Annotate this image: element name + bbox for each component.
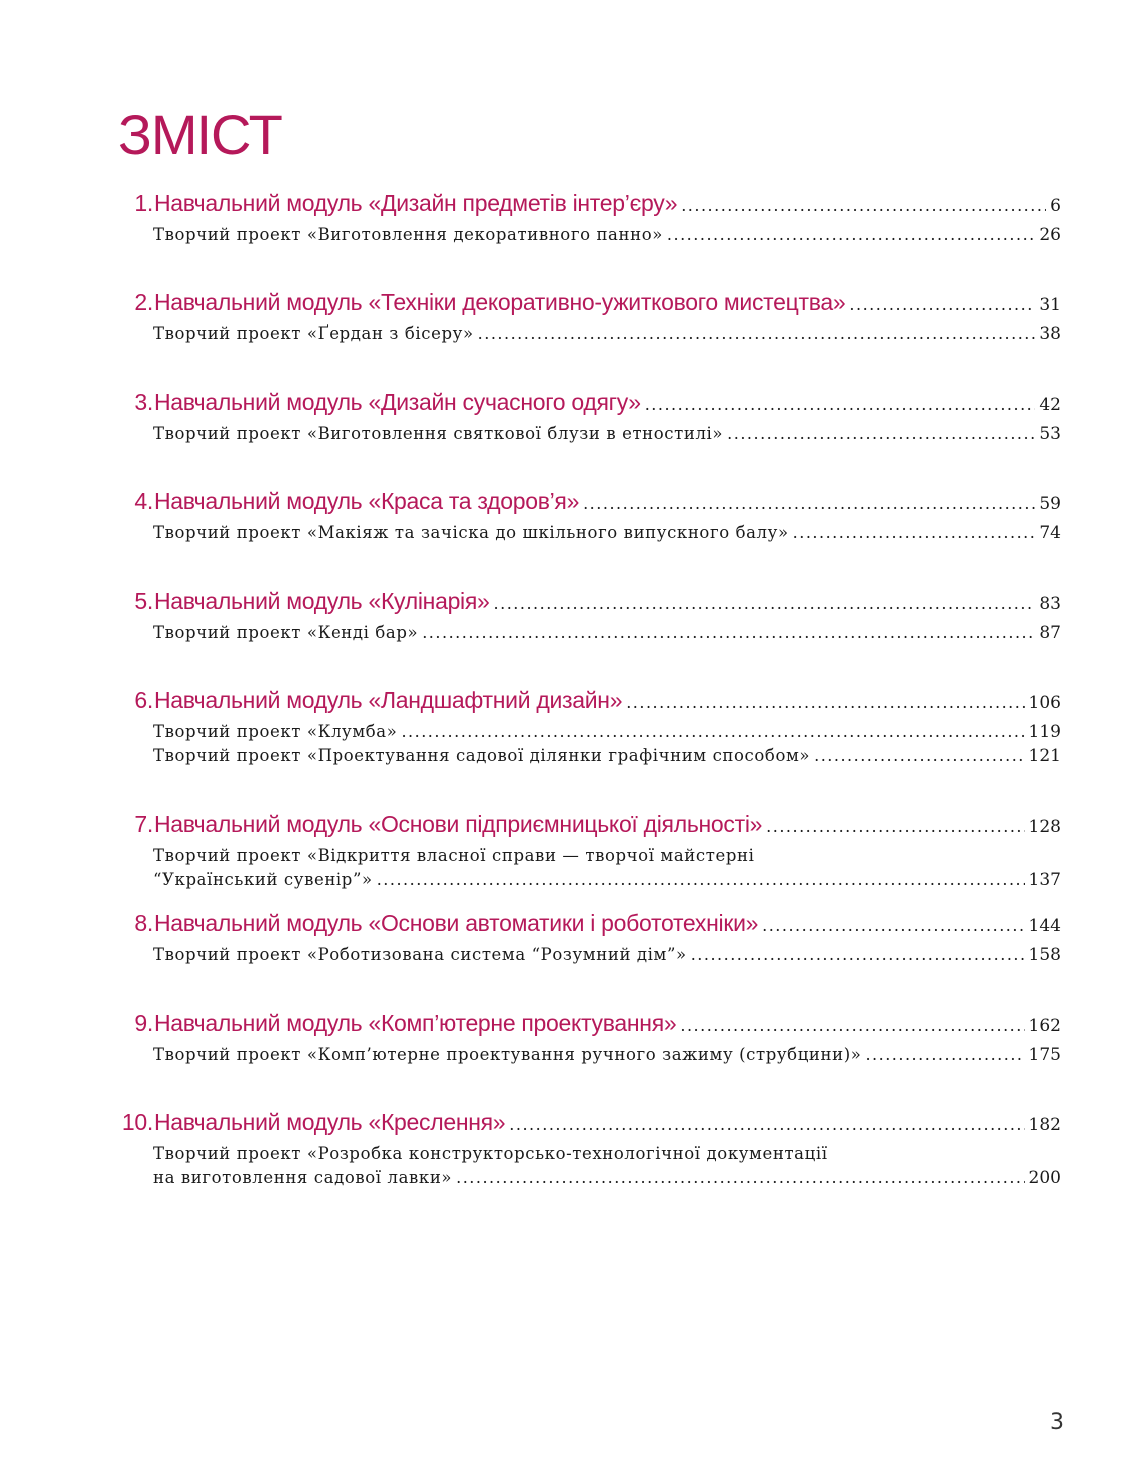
dot-leader xyxy=(478,324,1036,343)
module-number: 1. xyxy=(134,190,153,216)
page-ref: 74 xyxy=(1039,523,1061,543)
toc-module-entry[interactable] xyxy=(108,190,1061,222)
project-title: Творчий проект «Роботизована система “Розумний дім”» xyxy=(153,945,687,964)
module-number: 8. xyxy=(134,910,153,936)
page-ref: 38 xyxy=(1039,324,1061,344)
toc-module-entry[interactable] xyxy=(108,588,1061,620)
dot-leader xyxy=(494,594,1036,613)
dot-leader xyxy=(865,1045,1024,1064)
toc-project-entry[interactable] xyxy=(153,424,1061,448)
page-ref: 31 xyxy=(1039,295,1061,315)
toc-project-entry[interactable] xyxy=(153,324,1061,348)
project-title: Творчий проект «Виготовлення декоративного панно» xyxy=(153,225,663,244)
dot-leader xyxy=(377,870,1025,889)
project-title: Творчий проект «Ґердан з бісеру» xyxy=(153,324,474,343)
toc-project-entry[interactable] xyxy=(153,523,1061,547)
page-ref: 137 xyxy=(1028,870,1061,890)
dot-leader xyxy=(680,1016,1024,1035)
page-ref: 182 xyxy=(1028,1115,1061,1135)
dot-leader xyxy=(766,817,1024,836)
module-title: Навчальний модуль «Кулінарія» xyxy=(154,588,490,614)
dot-leader xyxy=(849,295,1035,314)
toc-module-entry[interactable] xyxy=(108,910,1061,942)
dot-leader xyxy=(762,916,1024,935)
toc-module-entry[interactable] xyxy=(108,687,1061,719)
page-ref: 59 xyxy=(1039,494,1061,514)
module-number: 4. xyxy=(134,488,153,514)
toc-project-entry[interactable] xyxy=(153,1144,1061,1168)
page-ref: 87 xyxy=(1039,623,1061,643)
module-number: 9. xyxy=(134,1010,153,1036)
project-title: Творчий проект «Виготовлення святкової блузи в етностилі» xyxy=(153,424,724,443)
module-number: 5. xyxy=(134,588,153,614)
module-number: 10. xyxy=(121,1109,153,1135)
module-number: 2. xyxy=(134,289,153,315)
page-ref: 158 xyxy=(1028,945,1061,965)
page-ref: 162 xyxy=(1028,1016,1061,1036)
page-title: ЗМІСТ xyxy=(118,103,282,166)
page-ref: 53 xyxy=(1039,424,1061,444)
module-title: Навчальний модуль «Комп’ютерне проектування» xyxy=(154,1010,677,1036)
dot-leader xyxy=(691,945,1025,964)
toc-project-entry[interactable] xyxy=(153,225,1061,249)
project-title: Творчий проект «Клумба» xyxy=(153,722,398,741)
toc-project-entry[interactable] xyxy=(153,1045,1061,1069)
module-title: Навчальний модуль «Дизайн сучасного одягу» xyxy=(154,389,641,415)
dot-leader xyxy=(422,623,1035,642)
project-title: Творчий проект «Комп’ютерне проектування ручного зажиму (струбцини)» xyxy=(153,1045,862,1064)
toc-project-entry[interactable] xyxy=(153,623,1061,647)
page-ref: 200 xyxy=(1028,1168,1061,1188)
page-number: 3 xyxy=(1050,1410,1064,1435)
page-ref: 6 xyxy=(1050,196,1061,216)
toc-module-entry[interactable] xyxy=(108,1010,1061,1042)
dot-leader xyxy=(626,693,1024,712)
toc-module-entry[interactable] xyxy=(108,289,1061,321)
dot-leader xyxy=(793,523,1036,542)
page-ref: 106 xyxy=(1028,693,1061,713)
project-title: Творчий проект «Макіяж та зачіска до шкільного випускного балу» xyxy=(153,523,789,542)
toc-project-entry[interactable] xyxy=(153,746,1061,770)
module-title: Навчальний модуль «Ландшафтний дизайн» xyxy=(154,687,623,713)
page-ref: 83 xyxy=(1039,594,1061,614)
page-ref: 144 xyxy=(1028,916,1061,936)
dot-leader xyxy=(814,746,1024,765)
module-title: Навчальний модуль «Краса та здоров’я» xyxy=(154,488,580,514)
dot-leader xyxy=(727,424,1035,443)
module-title: Навчальний модуль «Основи підприємницької діяльності» xyxy=(154,811,763,837)
module-number: 3. xyxy=(134,389,153,415)
page-ref: 175 xyxy=(1028,1045,1061,1065)
dot-leader xyxy=(456,1168,1024,1187)
module-number: 7. xyxy=(134,811,153,837)
toc-module-entry[interactable] xyxy=(108,389,1061,421)
page-ref: 26 xyxy=(1039,225,1061,245)
toc-project-entry-continued[interactable] xyxy=(153,1168,1061,1192)
project-title: Творчий проект «Кенді бар» xyxy=(153,623,419,642)
toc-module-entry[interactable] xyxy=(108,1109,1061,1141)
toc-project-entry-continued[interactable] xyxy=(153,870,1061,894)
module-title: Навчальний модуль «Креслення» xyxy=(154,1109,506,1135)
module-title: Навчальний модуль «Основи автоматики і робототехніки» xyxy=(154,910,759,936)
toc-module-entry[interactable] xyxy=(108,488,1061,520)
toc-project-entry[interactable] xyxy=(153,945,1061,969)
page-ref: 119 xyxy=(1028,722,1061,742)
dot-leader xyxy=(681,196,1046,215)
dot-leader xyxy=(645,395,1036,414)
page-ref: 42 xyxy=(1039,395,1061,415)
project-title: Творчий проект «Розробка конструкторсько-технологічної документації xyxy=(153,1144,828,1163)
project-title: “Український сувенір”» xyxy=(153,870,373,889)
dot-leader xyxy=(583,494,1035,513)
dot-leader xyxy=(509,1115,1024,1134)
dot-leader xyxy=(667,225,1035,244)
module-title: Навчальний модуль «Техніки декоративно-ужиткового мистецтва» xyxy=(154,289,846,315)
project-title: Творчий проект «Проектування садової ділянки графічним способом» xyxy=(153,746,811,765)
toc-project-entry[interactable] xyxy=(153,722,1061,746)
page-ref: 128 xyxy=(1028,817,1061,837)
toc-module-entry[interactable] xyxy=(108,811,1061,843)
toc-project-entry[interactable] xyxy=(153,846,1061,870)
dot-leader xyxy=(401,722,1024,741)
project-title: на виготовлення садової лавки» xyxy=(153,1168,453,1187)
project-title: Творчий проект «Відкриття власної справи — творчої майстерні xyxy=(153,846,755,865)
page-ref: 121 xyxy=(1028,746,1061,766)
module-title: Навчальний модуль «Дизайн предметів інтер’єру» xyxy=(154,190,678,216)
module-number: 6. xyxy=(134,687,153,713)
